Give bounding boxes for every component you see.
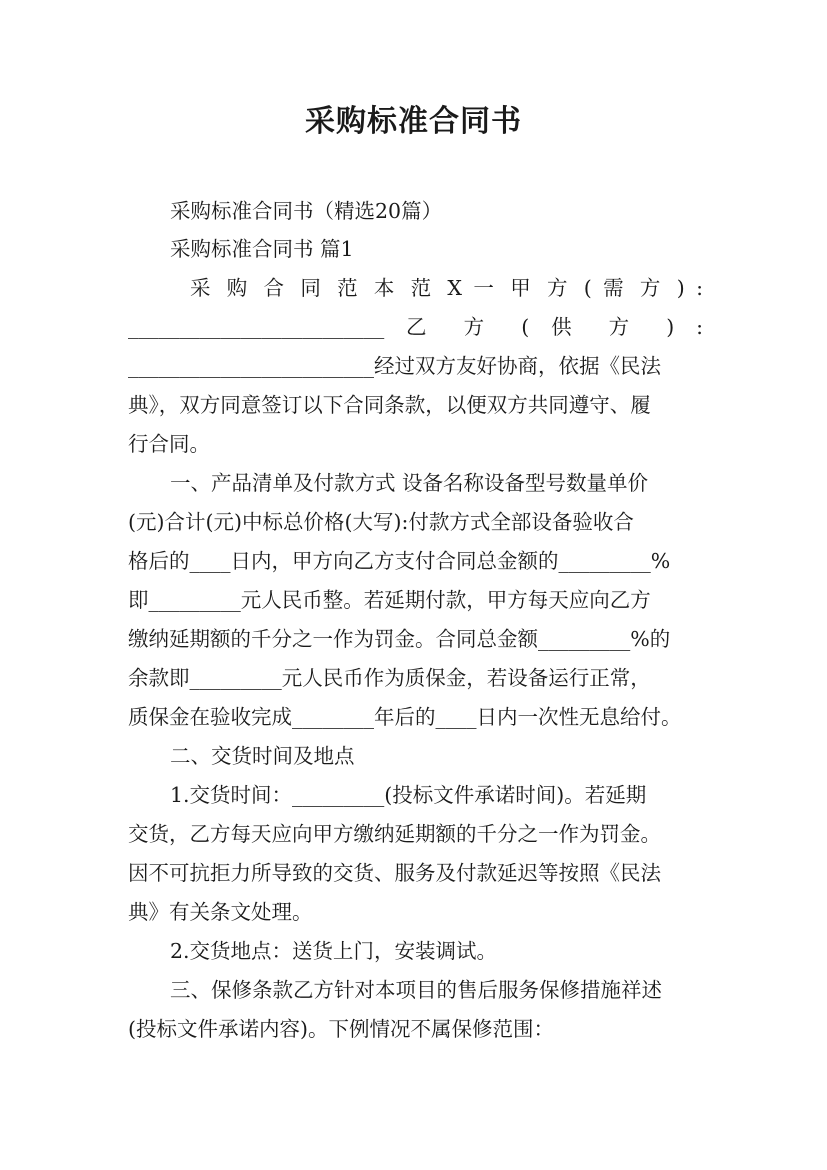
subtitle-line: 采购标准合同书（精选20篇）	[170, 199, 443, 223]
paragraph-line: _________________________ 乙 方 ( 供 方 ) :	[128, 315, 703, 339]
paragraph-line: 一、产品清单及付款方式 设备名称设备型号数量单价	[170, 471, 649, 495]
paragraph-line: 1.交货时间：_________(投标文件承诺时间)。若延期	[170, 783, 647, 807]
paragraph-line: 缴纳延期额的千分之一作为罚金。合同总金额_________%的	[128, 627, 671, 651]
paragraph-line: 交货，乙方每天应向甲方缴纳延期额的千分之一作为罚金。	[128, 822, 661, 846]
paragraph-line: 因不可抗拒力所导致的交货、服务及付款延迟等按照《民法	[128, 861, 661, 885]
paragraph-line: 典》有关条文处理。	[128, 900, 313, 924]
paragraph-line: 即_________元人民币整。若延期付款，甲方每天应向乙方	[128, 588, 651, 612]
paragraph-line: 三、保修条款乙方针对本项目的售后服务保修措施祥述	[170, 978, 662, 1002]
section-heading: 采购标准合同书 篇1	[170, 237, 354, 261]
paragraph-line: 格后的____日内，甲方向乙方支付合同总金额的_________%	[128, 549, 671, 573]
paragraph-line: (投标文件承诺内容)。下例情况不属保修范围：	[128, 1017, 554, 1041]
paragraph-line: 余款即_________元人民币作为质保金，若设备运行正常，	[128, 666, 651, 690]
document-title: 采购标准合同书	[305, 104, 522, 139]
paragraph-line: 2.交货地点：送货上门，安装调试。	[170, 939, 498, 963]
paragraph-line: ________________________经过双方友好协商，依据《民法	[128, 354, 661, 378]
paragraph-line: 采 购 合 同 范 本 范 X 一 甲 方 ( 需 方 ) :	[190, 276, 703, 300]
paragraph-line: 行合同。	[128, 432, 210, 456]
paragraph-line: 典》，双方同意签订以下合同条款，以便双方共同遵守、履	[128, 393, 651, 417]
section-heading: 二、交货时间及地点	[170, 744, 355, 768]
paragraph-line: 质保金在验收完成________年后的____日内一次性无息给付。	[128, 705, 682, 729]
paragraph-line: (元)合计(元)中标总价格(大写):付款方式全部设备验收合	[128, 510, 634, 534]
